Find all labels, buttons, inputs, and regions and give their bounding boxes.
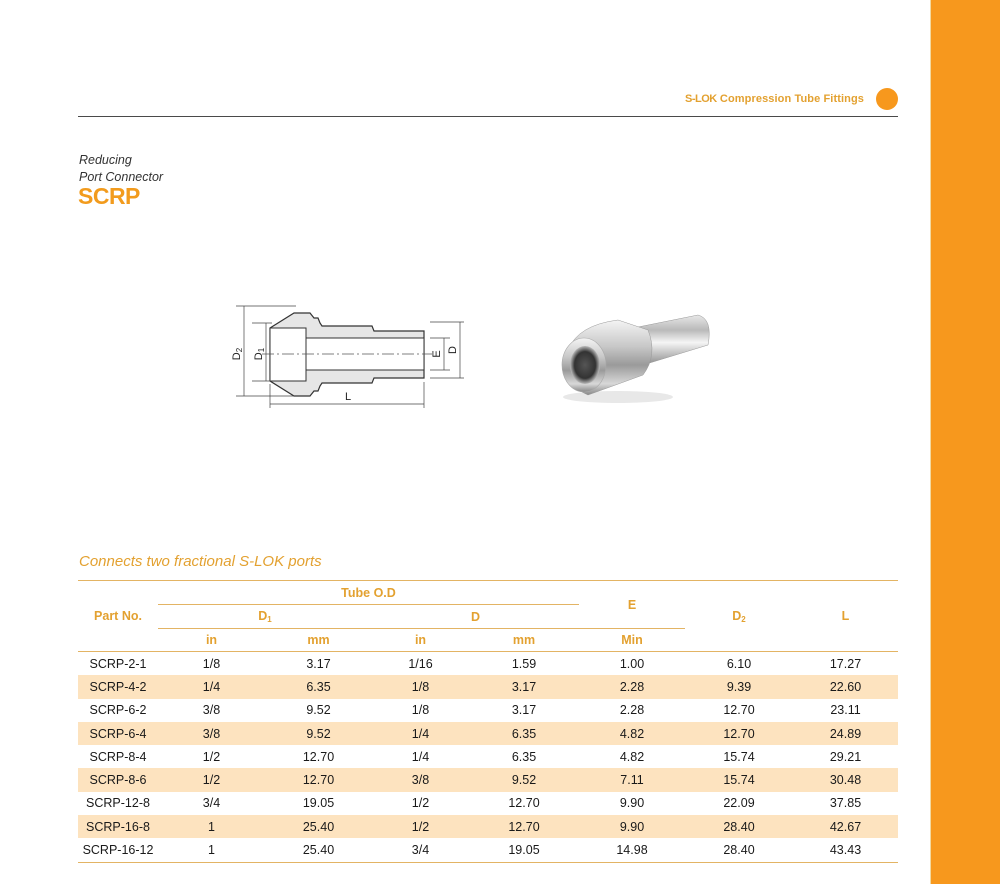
d-label: D — [447, 346, 459, 354]
cell-d1-mm: 12.70 — [302, 749, 335, 764]
orange-dot-icon — [876, 88, 898, 110]
fitting-bore-opening — [570, 346, 600, 384]
cell-e: 14.98 — [579, 838, 685, 862]
table-row — [78, 838, 898, 862]
cell-d1-mm: 6.35 — [265, 675, 372, 698]
header-d1: $D_1$ — [158, 605, 372, 629]
cell-d2: 15.74 — [723, 749, 755, 764]
cell-d-in: 1/2 — [372, 815, 469, 838]
table-row — [78, 675, 898, 698]
technical-drawing — [222, 298, 472, 410]
cell-l: 22.60 — [793, 675, 898, 698]
cell-l: 37.85 — [829, 796, 862, 811]
cell-d-in: 1/4 — [372, 722, 469, 745]
header-part-no: Part No. — [78, 581, 158, 652]
cell-e: 4.82 — [579, 722, 685, 745]
table-body — [78, 652, 898, 863]
cell-d2: 28.40 — [685, 838, 793, 862]
cell-part: SCRP-2-1 — [89, 656, 147, 671]
cell-d-in: 1/4 — [411, 749, 430, 764]
cell-e: 1.00 — [619, 656, 645, 671]
brand-name: S-LOK — [685, 93, 717, 105]
cell-d1-in: 1/4 — [158, 675, 265, 698]
table-row — [78, 699, 898, 722]
cell-d2: 9.39 — [685, 675, 793, 698]
cell-part: SCRP-16-8 — [78, 815, 158, 838]
cell-d1-in: 1 — [158, 815, 265, 838]
product-subtitle-line1: Reducing — [79, 153, 132, 167]
cell-part: SCRP-16-12 — [78, 838, 158, 862]
dimensions-table — [78, 580, 898, 863]
cell-d-in: 1/16 — [408, 656, 433, 671]
cell-d-mm: 12.70 — [508, 796, 540, 811]
table-row — [78, 722, 898, 745]
cell-l: 24.89 — [793, 722, 898, 745]
cell-d2: 6.10 — [726, 656, 752, 671]
cell-d1-in: 3/8 — [158, 722, 265, 745]
header-tube-od: Tube O.D — [158, 581, 579, 605]
cell-d2: 28.40 — [685, 815, 793, 838]
cell-l: 42.67 — [793, 815, 898, 838]
cell-d1-in: 3/4 — [202, 796, 221, 811]
cell-e: 4.82 — [619, 749, 645, 764]
cell-e: 7.11 — [579, 768, 685, 791]
cell-d2: 22.09 — [723, 796, 755, 811]
product-photo — [548, 305, 718, 410]
header-title — [685, 93, 864, 105]
page-header — [78, 86, 898, 117]
cell-d-in: 3/4 — [372, 838, 469, 862]
cell-l: 30.48 — [793, 768, 898, 791]
cell-d2: 15.74 — [685, 768, 793, 791]
l-label: L — [344, 391, 352, 403]
header-d1-mm: mm — [265, 629, 372, 652]
product-code: SCRP — [78, 183, 140, 209]
table-row — [78, 815, 898, 838]
e-label: E — [431, 350, 443, 358]
cell-d-in: 1/8 — [411, 703, 430, 718]
table-row — [78, 652, 898, 676]
cell-part: SCRP-12-8 — [86, 796, 150, 811]
header-d2: $D_2$ — [685, 581, 793, 652]
header-title-text: Compression Tube Fittings — [719, 93, 864, 105]
header-d1-in: in — [158, 629, 265, 652]
cell-part: SCRP-6-4 — [78, 722, 158, 745]
header-e-min: Min — [579, 629, 685, 652]
cell-part: SCRP-8-4 — [89, 749, 147, 764]
cell-l: 43.43 — [793, 838, 898, 862]
cell-d1-mm: 19.05 — [302, 796, 335, 811]
cell-e: 9.90 — [619, 796, 645, 811]
cell-d1-in: 1/2 — [202, 749, 221, 764]
cell-e: 9.90 — [579, 815, 685, 838]
cell-part: SCRP-8-6 — [78, 768, 158, 791]
cell-d1-mm: 9.52 — [306, 703, 331, 718]
cell-d-mm: 3.17 — [511, 703, 537, 718]
cell-d1-mm: 25.40 — [265, 815, 372, 838]
header-e: E — [579, 581, 685, 629]
cell-part: SCRP-4-2 — [78, 675, 158, 698]
cell-part: SCRP-6-2 — [89, 703, 147, 718]
shadow — [563, 391, 673, 403]
cell-d1-in: 3/8 — [202, 703, 221, 718]
table-caption: Connects two fractional S-LOK ports — [79, 553, 322, 570]
header-d-in: in — [372, 629, 469, 652]
cell-d-mm: 19.05 — [469, 838, 579, 862]
header-d: D — [372, 605, 579, 629]
cell-d1-in: 1/2 — [158, 768, 265, 791]
table-row — [78, 768, 898, 791]
header-d-mm: mm — [469, 629, 579, 652]
cell-d1-mm: 12.70 — [265, 768, 372, 791]
cell-d-mm: 3.17 — [469, 675, 579, 698]
cell-d1-in: 1 — [158, 838, 265, 862]
cell-d-mm: 6.35 — [511, 749, 537, 764]
cell-l: 17.27 — [829, 656, 862, 671]
table-row — [78, 792, 898, 815]
cell-d1-mm: 25.40 — [265, 838, 372, 862]
header-l: L — [793, 581, 898, 652]
cell-e: 2.28 — [619, 703, 645, 718]
cell-d-mm: 1.59 — [511, 656, 537, 671]
cell-e: 2.28 — [579, 675, 685, 698]
cell-d2: 12.70 — [685, 722, 793, 745]
table-row — [78, 745, 898, 768]
cell-d2: 12.70 — [723, 703, 755, 718]
cell-d1-mm: 9.52 — [265, 722, 372, 745]
cell-d-in: 1/2 — [411, 796, 430, 811]
product-subtitle-line2: Port Connector — [79, 170, 164, 184]
d1-label: D1 — [253, 347, 266, 361]
orange-side-bar — [930, 0, 1000, 884]
cell-d-in: 1/8 — [372, 675, 469, 698]
cell-d1-mm: 3.17 — [306, 656, 331, 671]
cell-d-mm: 12.70 — [469, 815, 579, 838]
cell-d-mm: 9.52 — [469, 768, 579, 791]
cell-d1-in: 1/8 — [202, 656, 221, 671]
d2-label: D2 — [231, 347, 244, 361]
cell-l: 23.11 — [830, 703, 861, 718]
cell-d-mm: 6.35 — [469, 722, 579, 745]
cell-l: 29.21 — [829, 749, 862, 764]
cell-d-in: 3/8 — [372, 768, 469, 791]
